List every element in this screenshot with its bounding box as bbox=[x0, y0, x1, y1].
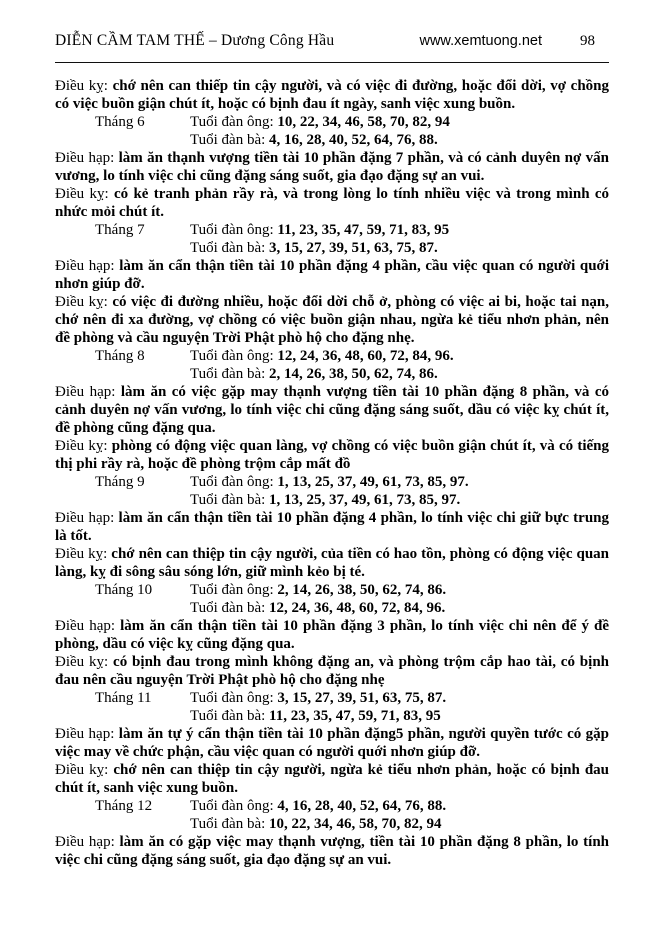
month-women-row bbox=[55, 707, 609, 725]
paragraph-label: Điều hạp: bbox=[55, 510, 115, 526]
fortune-paragraph bbox=[55, 545, 609, 581]
month-men-row bbox=[55, 797, 609, 815]
month-label: Tháng 11 bbox=[95, 690, 152, 706]
month-label: Tháng 8 bbox=[95, 348, 145, 364]
women-ages-values: 4, 16, 28, 40, 52, 64, 76, 88. bbox=[269, 132, 438, 148]
paragraph-text: chớ nên can thiếp tin cậy người, và có việc đi đường, hoặc đổi dời, vợ chồng có việc buồn giận chút ít, hoặc có bịnh đau ít ngày, sanh việc xung buồn. bbox=[55, 78, 610, 112]
month-men-row bbox=[55, 473, 609, 491]
women-ages-label: Tuổi đàn bà: bbox=[190, 708, 266, 724]
fortune-paragraph bbox=[55, 185, 609, 221]
men-ages-values: 10, 22, 34, 46, 58, 70, 82, 94 bbox=[277, 114, 450, 130]
paragraph-text: làm ăn có việc gặp may thạnh vượng tiền tài 10 phần đặng 8 phần, và có cảnh duyên nợ vấn vương, lo tính việc chi cũng đặng sáng suốt, dầu có việc kỵ chút ít, đề phòng cũng đặng qua. bbox=[55, 384, 609, 436]
paragraph-text: phòng có động việc quan làng, vợ chồng có việc buồn giận chút ít, và có tiếng thị phi rầy rà, hoặc đề phòng trộm cắp mất đồ bbox=[55, 438, 609, 472]
men-ages-label: Tuổi đàn ông: bbox=[190, 222, 274, 238]
women-ages-values: 3, 15, 27, 39, 51, 63, 75, 87. bbox=[269, 240, 438, 256]
month-block bbox=[55, 221, 609, 257]
men-ages-values: 3, 15, 27, 39, 51, 63, 75, 87. bbox=[277, 690, 447, 706]
paragraph-label: Điều kỵ: bbox=[55, 654, 109, 670]
month-block bbox=[55, 581, 609, 617]
men-ages-values: 4, 16, 28, 40, 52, 64, 76, 88. bbox=[277, 798, 447, 814]
men-ages-label: Tuổi đàn ông: bbox=[190, 474, 274, 490]
men-ages-label: Tuổi đàn ông: bbox=[190, 114, 274, 130]
month-block bbox=[55, 797, 609, 833]
women-ages-values: 10, 22, 34, 46, 58, 70, 82, 94 bbox=[269, 816, 442, 832]
men-ages-label: Tuổi đàn ông: bbox=[190, 348, 274, 364]
paragraph-label: Điều hạp: bbox=[55, 150, 115, 166]
month-label: Tháng 12 bbox=[95, 798, 153, 814]
paragraph-text: chớ nên can thiệp tin cậy người, ngừa kẻ tiểu nhơn phản, hoặc có bịnh đau chút ít, sanh việc xung buồn. bbox=[55, 762, 610, 796]
month-label: Tháng 6 bbox=[95, 114, 145, 130]
paragraph-text: làm ăn có gặp việc may thạnh vượng, tiền tài 10 phần đặng 8 phần, lo tính việc chi cũng đặng sáng suốt, gia đạo đặng sự an vui. bbox=[55, 834, 609, 868]
women-ages-values: 12, 24, 36, 48, 60, 72, 84, 96. bbox=[269, 600, 446, 616]
header-divider bbox=[55, 62, 609, 63]
month-women-row bbox=[55, 491, 609, 509]
month-men-row bbox=[55, 689, 609, 707]
paragraph-label: Điều hạp: bbox=[55, 384, 116, 400]
month-block bbox=[55, 473, 609, 509]
paragraph-label: Điều kỵ: bbox=[55, 438, 108, 454]
men-ages-label: Tuổi đàn ông: bbox=[190, 798, 274, 814]
paragraph-label: Điều kỵ: bbox=[55, 78, 108, 94]
month-women-row bbox=[55, 131, 609, 149]
women-ages-label: Tuổi đàn bà: bbox=[190, 600, 266, 616]
paragraph-label: Điều hạp: bbox=[55, 618, 116, 634]
fortune-paragraph bbox=[55, 383, 609, 437]
paragraph-text: chớ nên can thiệp tin cậy người, của tiền có hao tồn, phòng có động việc quan làng, kỵ đi sông sâu sóng lớn, giữ mình kẻo bị té. bbox=[55, 546, 610, 580]
women-ages-values: 2, 14, 26, 38, 50, 62, 74, 86. bbox=[269, 366, 438, 382]
paragraph-text: làm ăn cẩn thận tiền tài 10 phần đặng 3 phần, lo tính việc chi nên để ý đề phòng, dầu có việc kỵ cũng đặng qua. bbox=[55, 618, 610, 652]
men-ages-values: 11, 23, 35, 47, 59, 71, 83, 95 bbox=[277, 222, 450, 238]
fortune-paragraph bbox=[55, 293, 609, 347]
paragraph-label: Điều kỵ: bbox=[55, 762, 109, 778]
paragraph-label: Điều kỵ: bbox=[55, 546, 108, 562]
paragraph-text: làm ăn tự ý cẩn thận tiền tài 10 phần đặng5 phần, người quyền tước có gặp việc may về chức phận, cầu việc quan có người quới nhơn giúp đỡ. bbox=[55, 726, 610, 760]
paragraph-label: Điều hạp: bbox=[55, 726, 115, 742]
month-women-row bbox=[55, 239, 609, 257]
women-ages-label: Tuổi đàn bà: bbox=[190, 366, 266, 382]
page-header bbox=[55, 32, 609, 50]
fortune-paragraph bbox=[55, 257, 609, 293]
month-men-row bbox=[55, 581, 609, 599]
page-body bbox=[55, 77, 609, 869]
men-ages-values: 2, 14, 26, 38, 50, 62, 74, 86. bbox=[277, 582, 447, 598]
month-label: Tháng 9 bbox=[95, 474, 145, 490]
fortune-paragraph bbox=[55, 653, 609, 689]
fortune-paragraph bbox=[55, 617, 609, 653]
paragraph-label: Điều kỵ: bbox=[55, 294, 108, 310]
month-women-row bbox=[55, 815, 609, 833]
women-ages-values: 11, 23, 35, 47, 59, 71, 83, 95 bbox=[269, 708, 441, 724]
month-women-row bbox=[55, 365, 609, 383]
men-ages-label: Tuổi đàn ông: bbox=[190, 582, 274, 598]
month-men-row bbox=[55, 113, 609, 131]
men-ages-values: 12, 24, 36, 48, 60, 72, 84, 96. bbox=[277, 348, 454, 364]
women-ages-label: Tuổi đàn bà: bbox=[190, 240, 266, 256]
fortune-paragraph bbox=[55, 833, 609, 869]
paragraph-text: làm ăn cẩn thận tiền tài 10 phần đặng 4 phần, cầu việc quan có người quới nhơn giúp đỡ. bbox=[55, 258, 610, 292]
women-ages-values: 1, 13, 25, 37, 49, 61, 73, 85, 97. bbox=[269, 492, 461, 508]
month-men-row bbox=[55, 347, 609, 365]
women-ages-label: Tuổi đàn bà: bbox=[190, 132, 266, 148]
month-block bbox=[55, 689, 609, 725]
month-label: Tháng 7 bbox=[95, 222, 145, 238]
paragraph-label: Điều hạp: bbox=[55, 834, 115, 850]
fortune-paragraph bbox=[55, 149, 609, 185]
month-men-row bbox=[55, 221, 609, 239]
paragraph-text: có kẻ tranh phản rầy rà, và trong lòng lo tính nhiều việc và trong mình có nhức mỏi chút ít. bbox=[55, 186, 610, 220]
paragraph-label: Điều kỵ: bbox=[55, 186, 109, 202]
paragraph-text: có bịnh đau trong mình không đặng an, và phòng trộm cắp hao tài, có bịnh đau nên cầu nguyện Trời Phật phò hộ cho đặng nhẹ bbox=[55, 654, 610, 688]
paragraph-text: làm ăn cẩn thận tiền tài 10 phần đặng 4 phần, lo tính việc chi giữ bực trung là tốt. bbox=[55, 510, 609, 544]
fortune-paragraph bbox=[55, 725, 609, 761]
month-label: Tháng 10 bbox=[95, 582, 153, 598]
month-block bbox=[55, 113, 609, 149]
month-block bbox=[55, 347, 609, 383]
page-number: 98 bbox=[580, 33, 595, 49]
fortune-paragraph bbox=[55, 437, 609, 473]
month-women-row bbox=[55, 599, 609, 617]
paragraph-text: làm ăn thạnh vượng tiền tài 10 phần đặng 7 phần, và có cảnh duyên nợ vấn vương, lo tính việc chi cũng đặng sáng suốt, gia đạo đặng sự an vui. bbox=[55, 150, 609, 184]
paragraph-label: Điều hạp: bbox=[55, 258, 115, 274]
women-ages-label: Tuổi đàn bà: bbox=[190, 816, 266, 832]
men-ages-label: Tuổi đàn ông: bbox=[190, 690, 274, 706]
website-url: www.xemtuong.net bbox=[419, 33, 542, 49]
men-ages-values: 1, 13, 25, 37, 49, 61, 73, 85, 97. bbox=[277, 474, 469, 490]
fortune-paragraph bbox=[55, 761, 609, 797]
women-ages-label: Tuổi đàn bà: bbox=[190, 492, 266, 508]
fortune-paragraph bbox=[55, 509, 609, 545]
book-title: DIỄN CẦM TAM THẾ – Dương Công Hầu bbox=[55, 32, 335, 49]
paragraph-text: có việc đi đường nhiều, hoặc đổi dời chỗ ở, phòng có việc ai bi, hoặc tai nạn, chớ nên đi xa đường, vợ chồng có việc buồn giận nhau, ngừa kẻ tiểu nhơn phản, nên đề phòng và cầu nguyện Trời Phật phò hộ cho đặng nhẹ. bbox=[55, 294, 609, 346]
fortune-paragraph bbox=[55, 77, 609, 113]
